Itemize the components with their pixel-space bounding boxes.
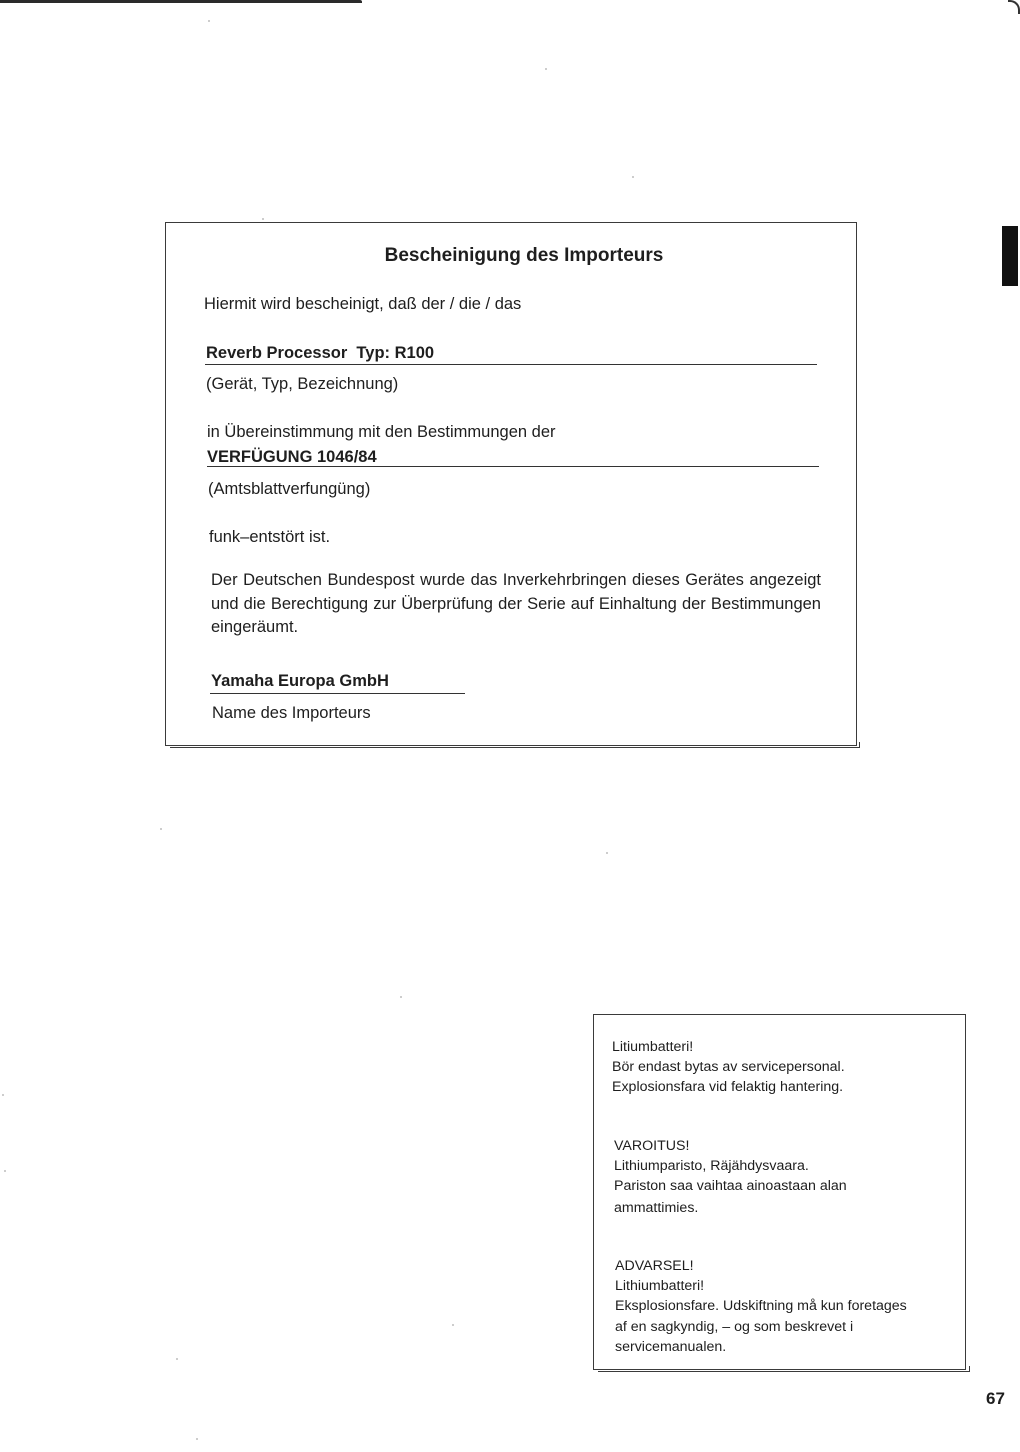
importer-field-line bbox=[210, 693, 465, 694]
danish-warning-line: Eksplosionsfare. Udskiftning må kun foretages bbox=[615, 1298, 907, 1314]
importer-field-value: Yamaha Europa GmbH bbox=[211, 672, 389, 690]
scan-speck bbox=[196, 1438, 198, 1440]
scan-speck bbox=[452, 1324, 454, 1326]
scan-speck bbox=[208, 20, 210, 22]
page-number: 67 bbox=[986, 1389, 1005, 1408]
swedish-warning-line: Explosionsfara vid felaktig hantering. bbox=[612, 1079, 844, 1095]
scan-speck bbox=[4, 1170, 6, 1172]
battery-warning-box bbox=[593, 1014, 966, 1370]
device-field-caption: (Gerät, Typ, Bezeichnung) bbox=[206, 375, 399, 393]
danish-warning-line: Lithiumbatteri! bbox=[615, 1278, 705, 1294]
device-field-value: Reverb Processor Typ: R100 bbox=[206, 344, 435, 362]
danish-warning-line: af en sagkyndig, – og som beskrevet i bbox=[615, 1319, 854, 1335]
device-field-line bbox=[205, 364, 817, 365]
importer-field-caption: Name des Importeurs bbox=[212, 704, 371, 722]
finnish-warning-line: Pariston saa vaihtaa ainoastaan alan bbox=[614, 1178, 847, 1194]
regulation-field-value: VERFÜGUNG 1046/84 bbox=[207, 448, 377, 466]
scan-corner-mark bbox=[1008, 0, 1020, 14]
danish-warning-line: servicemanualen. bbox=[615, 1339, 727, 1355]
scan-speck bbox=[262, 218, 264, 220]
regulation-field-caption: (Amtsblattverfungüng) bbox=[208, 480, 371, 498]
scan-speck bbox=[2, 1094, 4, 1096]
swedish-warning-heading: Litiumbatteri! bbox=[612, 1039, 694, 1055]
conformity-text: in Übereinstimmung mit den Bestimmungen der bbox=[207, 423, 556, 441]
scan-speck bbox=[160, 828, 162, 830]
finnish-warning-heading: VAROITUS! bbox=[614, 1138, 690, 1154]
section-edge-marker bbox=[1002, 226, 1018, 286]
scan-speck bbox=[545, 68, 547, 70]
suppression-text: funk–entstört ist. bbox=[209, 528, 331, 546]
danish-warning-heading: ADVARSEL! bbox=[615, 1258, 694, 1274]
certificate-title: Bescheinigung des Importeurs bbox=[384, 245, 664, 266]
finnish-warning-line: Lithiumparisto, Räjähdysvaara. bbox=[614, 1158, 809, 1174]
scan-top-edge bbox=[0, 0, 362, 3]
scan-speck bbox=[176, 1358, 178, 1360]
bundespost-paragraph: Der Deutschen Bundespost wurde das Inverkehrbringen dieses Gerätes angezeigt und die Berechtigung zur Überprüfung der Serie auf Einhaltung der Bestimmungen eingeräumt. bbox=[211, 571, 821, 636]
scan-speck bbox=[400, 996, 402, 998]
regulation-field-line bbox=[207, 466, 819, 467]
swedish-warning-line: Bör endast bytas av servicepersonal. bbox=[612, 1059, 845, 1075]
certificate-intro: Hiermit wird bescheinigt, daß der / die / das bbox=[204, 295, 522, 313]
scan-speck bbox=[606, 852, 608, 854]
scan-speck bbox=[632, 176, 634, 178]
finnish-warning-line: ammattimies. bbox=[614, 1200, 699, 1216]
importer-certificate-box bbox=[165, 222, 857, 746]
